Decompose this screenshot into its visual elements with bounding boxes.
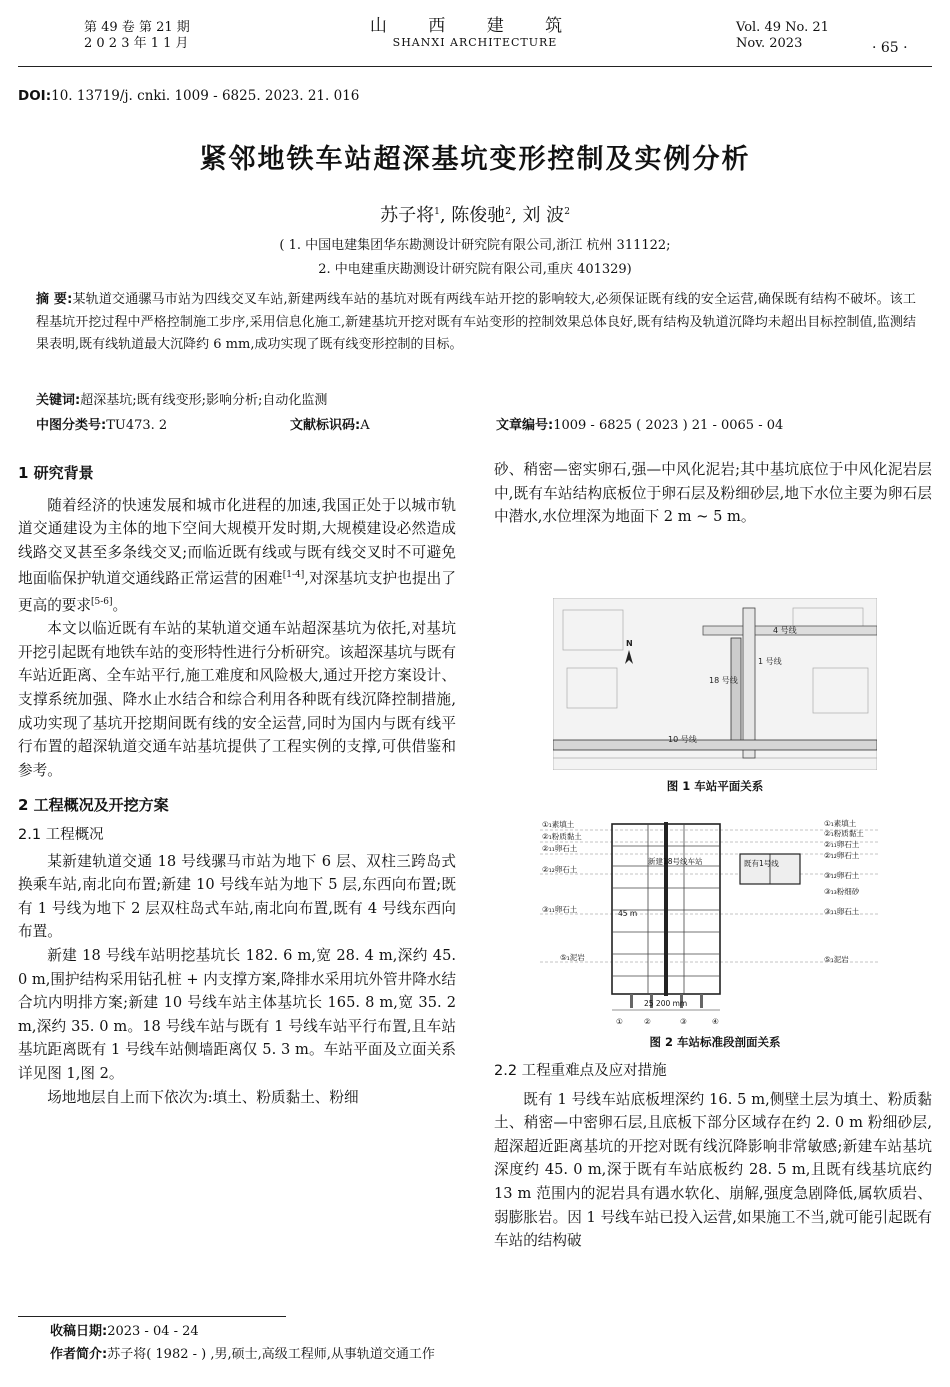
paragraph: 新建 18 号线车站明挖基坑长 182. 6 m,宽 28. 4 m,深约 45. 0 m,围护结构采用钻孔桩 + 内支撑方案,降排水采用坑外管井降水结合坑内明排方案;新建 10 号线车站主体基坑长 165. 8 m,宽 35. 2 m,深约 35. 0 m。18 号线车站与既有 1 号线车站平行布置,且车站基坑距离既有 1 号线车站侧墙距离仅 5. 3 m。车站平面及立面关系详见图 1,图 2。 — [18, 947, 456, 1082]
author-name: 陈俊驰 — [451, 205, 506, 226]
clc-number — [36, 416, 167, 436]
label-line-4: 4 号线 — [773, 626, 797, 635]
journal-name-cn: 山 西 建 筑 — [369, 16, 581, 36]
header-rule — [18, 66, 932, 67]
paragraph — [18, 494, 456, 618]
author-name: 苏子将 — [380, 205, 435, 226]
received-date — [50, 1321, 199, 1343]
author-bio-value: 苏子将( 1982 - ) ,男,硕士,高级工程师,从事轨道交通工作 — [107, 1347, 435, 1362]
label-line-10: 10 号线 — [668, 735, 697, 744]
line-10-track — [553, 740, 877, 750]
left-column — [18, 462, 456, 1109]
keywords — [36, 391, 327, 411]
axis-label: ① — [616, 1017, 623, 1026]
keywords-label: 关键词: — [36, 393, 81, 408]
label-line-1: 1 号线 — [758, 657, 782, 666]
soil-label-right: ⑤₁泥岩 — [824, 955, 849, 964]
section-2-1-heading: 2.1 工程概况 — [18, 827, 104, 844]
abstract — [36, 289, 916, 357]
author-bio — [50, 1344, 435, 1366]
received-value: 2023 - 04 - 24 — [107, 1324, 199, 1339]
soil-label-left: ②₁₂卵石土 — [542, 865, 578, 874]
section-2-2-heading: 2.2 工程重难点及应对措施 — [494, 1063, 667, 1079]
paragraph-text: ,对深基坑支护也提出了更高的要求 — [18, 570, 456, 614]
article-no-value: 1009 - 6825 ( 2023 ) 21 - 0065 - 04 — [553, 418, 784, 433]
paragraph: 本文以临近既有车站的某轨道交通车站超深基坑为依托,对基坑开挖引起既有地铁车站的变形特性进行分析研究。该超深基坑与既有车站近距离、全车站平行,施工难度和风险极大,通过开挖方案设计、支撑系统加强、降水止水结合和综合利用各种既有线沉降控制措施,成功实现了基坑开挖期间既有线的安全运营,同时为国内与既有线平行布置的超深轨道交通车站基坑提供了工程实例的支撑,可供借鉴和参考。 — [18, 620, 456, 779]
line-1-station — [743, 608, 755, 758]
soil-label-left: ⑤₁泥岩 — [560, 953, 585, 962]
journal-name-en: SHANXI ARCHITECTURE — [392, 36, 558, 49]
paragraph-text: 。 — [112, 596, 128, 614]
keywords-text: 超深基坑;既有线变形;影响分析;自动化监测 — [80, 393, 328, 408]
paragraph: 场地地层自上而下依次为:填土、粉质黏土、粉细 — [47, 1088, 359, 1106]
affiliation-2: 2. 中电建重庆勘测设计研究院有限公司,重庆 401329) — [318, 262, 632, 277]
figure-1-caption: 图 1 车站平面关系 — [666, 779, 764, 793]
soil-label-right: ②₁粉质黏土 — [824, 829, 864, 838]
author-affil-sup: 2 — [505, 207, 511, 217]
date-cn: 2 0 2 3 年 1 1 月 — [84, 36, 189, 51]
right-column-top — [494, 458, 932, 529]
figure-1-site-plan — [553, 598, 877, 770]
doi-line — [18, 88, 359, 104]
line-18-station — [731, 638, 741, 748]
paragraph-text: 随着经济的快速发展和城市化进程的加速,我国正处于以城市轨道交通建设为主体的地下空间大规模开发时期,大规模建设必然造成线路交叉甚至多条线交叉;而临近既有线或与既有线交叉时不可避免地面临保护轨道交通线路正常运营的困难 — [18, 496, 456, 588]
citation: [5-6] — [90, 596, 113, 607]
doccode-value: A — [360, 418, 370, 433]
author-bio-label: 作者简介: — [50, 1347, 108, 1362]
soil-label-left: ①₁素填土 — [542, 820, 575, 829]
paragraph: 某新建轨道交通 18 号线骡马市站为地下 6 层、双柱三跨岛式换乘车站,南北向布置;新建 10 号线车站为地下 5 层,东西向布置;既有 1 号线为地下 2 层双柱岛式车站,南北向布置,既有 4 号线东西向布置。 — [18, 852, 456, 941]
received-label: 收稿日期: — [50, 1324, 108, 1339]
new-station-label: 新建18号线车站 — [648, 857, 703, 866]
depth-label: 45 m — [618, 909, 638, 918]
doi-value: 10. 13719/j. cnki. 1009 - 6825. 2023. 21. 016 — [51, 88, 360, 104]
soil-label-right: ①₁素填土 — [824, 819, 857, 828]
soil-label-left: ②₁₁卵石土 — [542, 844, 578, 853]
soil-label-right: ②₁₂卵石土 — [824, 851, 860, 860]
abstract-label: 摘 要: — [36, 292, 73, 307]
width-label: 25 200 mm — [644, 999, 688, 1008]
right-column-bottom — [494, 1060, 932, 1253]
article-no-label: 文章编号: — [496, 418, 554, 433]
article-number — [496, 416, 783, 436]
citation: [1-4] — [282, 570, 305, 581]
clc-value: TU473. 2 — [106, 418, 168, 433]
existing-station-label: 既有1号线 — [744, 859, 779, 868]
author-affil-sup: 2 — [564, 207, 570, 217]
section-1-heading: 1 研究背景 — [18, 464, 94, 482]
footnote-rule — [18, 1316, 286, 1317]
affiliation-1: ( 1. 中国电建集团华东勘测设计研究院有限公司,浙江 杭州 311122; — [279, 238, 671, 253]
paragraph: 既有 1 号线车站底板埋深约 16. 5 m,侧壁土层为填土、粉质黏土、稍密—中密卵石层,且底板下部分区域存在约 2. 0 m 粉细砂层,超深超近距离基坑的开挖对既有线沉降影响非常敏感;新建车站基坑深度约 45. 0 m,深于既有车站底板约 28. 5 m,且既有线基坑底约 13 m 范围内的泥岩具有遇水软化、崩解,强度急剧降低,属软质岩、弱膨胀岩。因 1 号线车站已投入运营,如果施工不当,就可能引起既有车站的结构破 — [494, 1090, 932, 1250]
label-line-18: 18 号线 — [709, 676, 738, 685]
author-name: 刘 波 — [522, 205, 565, 226]
soil-label-right: ③₁₃粉细砂 — [824, 887, 860, 896]
soil-label-right: ③₁₁卵石土 — [824, 907, 860, 916]
date-en: Nov. 2023 — [736, 36, 803, 51]
volume-issue-en: Vol. 49 No. 21 — [736, 20, 829, 35]
doccode-label: 文献标识码: — [290, 418, 361, 433]
north-label: N — [626, 639, 633, 648]
soil-label-right: ③₁₂卵石土 — [824, 871, 860, 880]
soil-label-left: ②₁粉质黏土 — [542, 832, 582, 841]
volume-issue-cn: 第 49 卷 第 21 期 — [84, 20, 190, 35]
author-list: 苏子将$^1$, 陈俊驰$^2$, 刘 波$^2$ — [380, 205, 570, 226]
paragraph: 砂、稍密—密实卵石,强—中风化泥岩;其中基坑底位于中风化泥岩层中,既有车站结构底板位于卵石层及粉细砂层,地下水位主要为卵石层中潜水,水位埋深为地面下 2 m ~ 5 m。 — [494, 461, 932, 526]
axis-label: ② — [644, 1017, 651, 1026]
figure-2-cross-section — [540, 816, 880, 1028]
doi-label: DOI: — [18, 88, 52, 104]
clc-label: 中图分类号: — [36, 418, 107, 433]
document-code — [290, 416, 370, 436]
author-affil-sup: 1 — [434, 207, 440, 217]
page-number: · 65 · — [872, 40, 908, 56]
paper-title: 紧邻地铁车站超深基坑变形控制及实例分析 — [199, 144, 751, 175]
abstract-text: 某轨道交通骡马市站为四线交叉车站,新建两线车站的基坑对既有两线车站开挖的影响较大,必须保证既有线的安全运营,确保既有结构不破坏。该工程基坑开挖过程中严格控制施工步序,采用信息化施工,新建基坑开挖对既有车站变形的控制效果总体良好,既有结构及轨道沉降均未超出目标控制值,监测结果表明,既有线轨道最大沉降约 6 mm,成功实现了既有线变形控制的目标。 — [36, 292, 916, 352]
axis-label: ④ — [712, 1017, 719, 1026]
axis-label: ③ — [680, 1017, 687, 1026]
figure-2-caption: 图 2 车站标准段剖面关系 — [649, 1035, 781, 1049]
section-2-heading: 2 工程概况及开挖方案 — [18, 796, 169, 815]
soil-label-right: ②₁₁卵石土 — [824, 840, 860, 849]
soil-label-left: ③₁₁卵石土 — [542, 905, 578, 914]
